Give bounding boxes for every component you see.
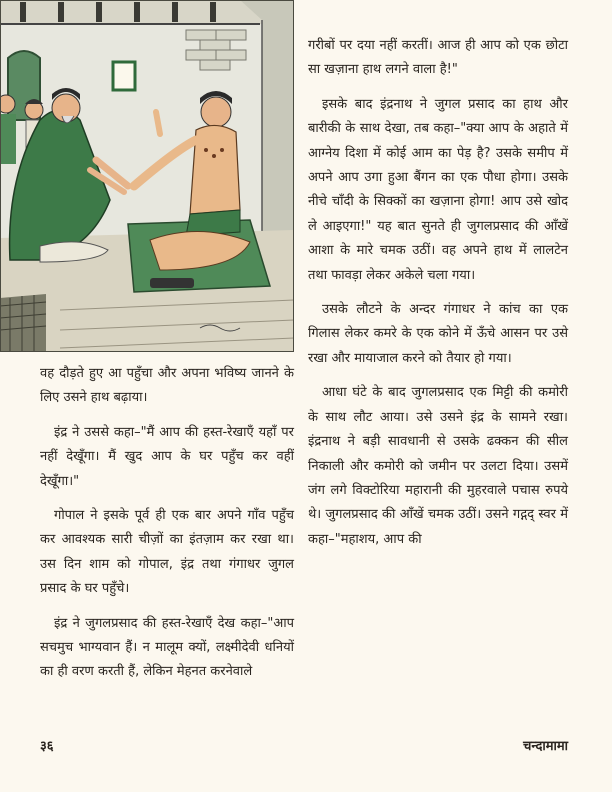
paragraph: इंद्र ने उससे कहा–"मैं आप की हस्त-रेखाएँ यहाँ पर नहीं देखूँगा। मैं खुद आप के घर पहुँच कर वहीं देखूँगा।" — [40, 424, 294, 489]
paragraph: वह दौड़ते हुए आ पहुँचा और अपना भविष्य जानने के लिए उसने हाथ बढ़ाया। — [40, 366, 294, 406]
paragraph: आधा घंटे के बाद जुगलप्रसाद एक मिट्टी की कमोरी के साथ लौट आया। उसे उसने इंद्र के सामने रखा। इंद्रनाथ ने बड़ी सावधानी से उसके ढक्कन की सील निकाली और कमोरी को जमीन पर उलटा दिया। उसमें जंग लगे विक्टोरिया महारानी की मुहरवाले पचास रुपये थे। जुगलप्रसाद की आँखें चमक उठीं। उसने गद्गद् स्वर में कहा–"महाशय, आप की — [308, 385, 568, 547]
paragraph: इंद्र ने जुगलप्रसाद की हस्त-रेखाएँ देख कहा–"आप सचमुच भाग्यवान हैं। न मालूम क्यों, लक्ष्मीदेवी धनियों का ही वरण करती हैं, लेकिन मेहनत करनेवाले — [40, 615, 294, 680]
paragraph: गोपाल ने इसके पूर्व ही एक बार अपने गाँव पहुँच कर आवश्यक सारी चीज़ों का इंतज़ाम कर रखा था। उस दिन शाम को गोपाल, इंद्र तथा गंगाधर जुगल प्रसाद के घर पहुँचे। — [40, 508, 294, 597]
paragraph: इसके बाद इंद्रनाथ ने जुगल प्रसाद का हाथ और बारीकी के साथ देखा, तब कहा–"क्या आप के अहाते में आग्नेय दिशा में कोई आम का पेड़ है? उसके समीप में अपने आप उगा हुआ बैंगन का एक पौधा होगा। उसके नीचे चाँदी के सिक्कों का खज़ाना होगा! आप उसे खोद ले आइएगा!" यह बात सुनते ही जुगलप्रसाद की आँखें आशा के मारे चमक उठीं। वह अपने हाथ में लालटेन तथा फावड़ा लेकर अकेले चला गया। — [308, 96, 568, 283]
paragraph: गरीबों पर दया नहीं करतीं। आज ही आप को एक छोटा सा खज़ाना हाथ लगने वाला है!" — [308, 38, 568, 78]
paragraph: उसके लौटने के अन्दर गंगाधर ने कांच का एक गिलास लेकर कमरे के एक कोने में ऊँचे आसन पर उसे रखा और मायाजाल करने को तैयार हो गया। — [308, 302, 568, 366]
page-number: ३६ — [40, 739, 54, 754]
page-footer — [40, 736, 568, 756]
magazine-name: चन्दामामा — [523, 739, 568, 754]
right-text-column — [308, 34, 568, 562]
illustration — [0, 0, 294, 352]
palm-reading-illustration — [0, 0, 294, 352]
left-text-column — [40, 362, 294, 695]
